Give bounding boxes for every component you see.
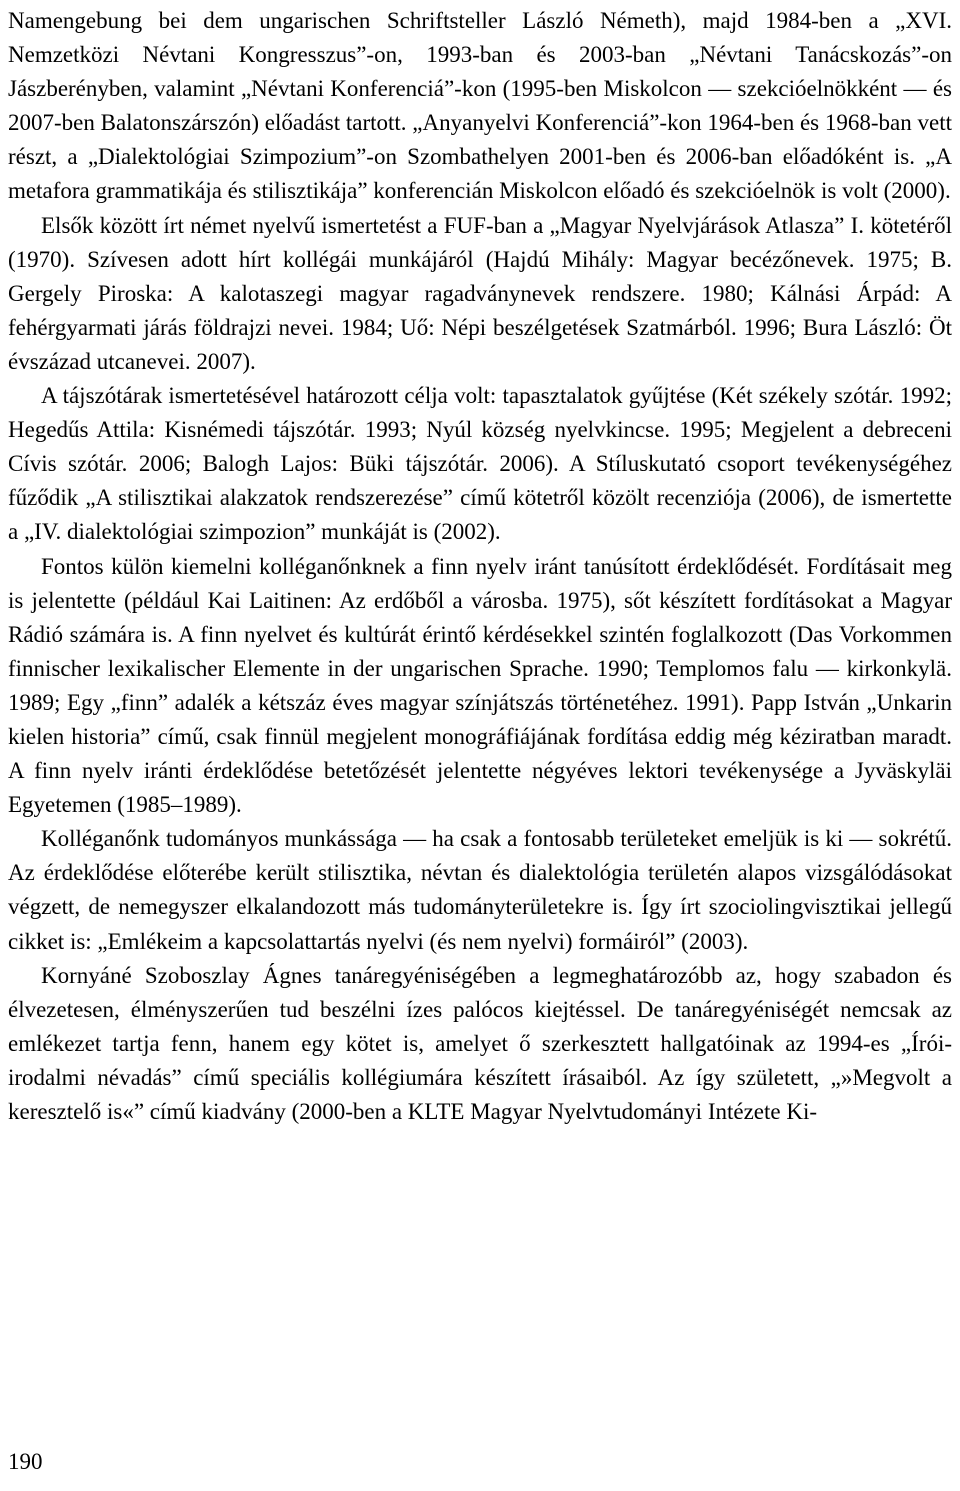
paragraph-teaching: Kornyáné Szoboszlay Ágnes tanáregyéniségében a legmeghatározóbb az, hogy szabadon és élvezetesen, élményszerűen tud beszélni ízes palócos kiejtéssel. De tanáregyéniségét nemcsak az emlékezet tartja fenn, hanem egy kötet is, amelyet ő szerkesztett hallgatóinak az 1994-es „Írói-irodalmi névadás” című speciális kollégiumára készített írásaiból. Az így született, „»Megvolt a keresztelő is«” című kiadvány (2000-ben a KLTE Magyar Nyelvtudományi Intézete Ki- — [8, 962, 952, 1124]
paragraph-continuation: Namengebung bei dem ungarischen Schriftsteller László Németh), majd 1984-ben a „XVI. Nemzetközi Névtani Kongresszus”-on, 1993-ban és 2003-ban „Névtani Tanácskozás”-on Jászberényben, valamint „Névtani Konferenciá”-kon (1995-ben Miskolcon — szekcióelnökként — és 2007-ben Balatonszárszón) előadást tartott. „Anyanyelvi Konferenciá”-kon 1964-ben és 1968-ban vett részt, a „Dialektológiai Szimpozium”-on Szombathelyen 2001-ben és 2006-ban előadóként is. „A metafora grammatikája és stilisztikája” konferencián Miskolcon előadó és szekcióelnök is volt (2000). — [8, 8, 952, 204]
paragraph-reviews: Elsők között írt német nyelvű ismertetést a FUF-ban a „Magyar Nyelvjárások Atlasza” I. kötetéről (1970). Szívesen adott hírt kollégái munkájáról (Hajdú Mihály: Magyar becézőnevek. 1975; B. Gergely Piroska: A kalotaszegi magyar ragadványnevek rendszere. 1980; Kálnási Árpád: A fehérgyarmati járás földrajzi nevei. 1984; Uő: Népi beszélgetések Szatmárból. 1996; Bura László: Öt évszázad utcanevei. 2007). — [8, 212, 952, 374]
paragraph-dialect-dictionaries: A tájszótárak ismertetésével határozott célja volt: tapasztalatok gyűjtése (Két székely szótár. 1992; Hegedűs Attila: Kisnémedi tájszótár. 1993; Nyúl község nyelvkincse. 1995; Megjelent a debreceni Cívis szótár. 2006; Balogh Lajos: Büki tájszótár. 2006). A Stíluskutató csoport tevékenységéhez fűződik „A stilisztikai alakzatok rendszerezése” című kötetről közölt recenziója (2006), de ismertette a „IV. dialektológiai szimpozion” munkáját is (2002). — [8, 383, 952, 545]
paragraph-scholarly-work: Kolléganőnk tudományos munkássága — ha csak a fontosabb területeket emeljük is ki — sokrétű. Az érdeklődése előterébe került stilisztika, névtan és dialektológia területén alapos vizsgálódásokat végzett, de nemegyszer elkalandozott más tudományterületekre is. Így írt szociolingvisztikai jellegű cikket is: „Emlékeim a kapcsolattartás nyelvi (és nem nyelvi) formáiról” (2003). — [8, 826, 952, 954]
page-number: 190 — [8, 1449, 43, 1474]
paragraph-finnish-interest: Fontos külön kiemelni kolléganőnknek a finn nyelv iránt tanúsított érdeklődését. Fordításait meg is jelentette (például Kai Laitinen: Az erdőből a városba. 1975), sőt készített fordításokat a Magyar Rádió számára is. A finn nyelvet és kultúrát érintő kérdésekkel szintén foglalkozott (Das Vorkommen finnischer lexikalischer Elemente in der ungarischen Sprache. 1990; Templomos falu — kirkonkylä. 1989; Egy „finn” adalék a kétszáz éves magyar színjátszás történetéhez. 1991). Papp István „Unkarin kielen historia” című, csak finnül megjelent monográfiájának fordítása eddig még kéziratban maradt. A finn nyelv iránti érdeklődése betetőzését jelentette négyéves lektori tevékenysége a Jyväskyläi Egyetemen (1985–1989). — [8, 553, 952, 818]
